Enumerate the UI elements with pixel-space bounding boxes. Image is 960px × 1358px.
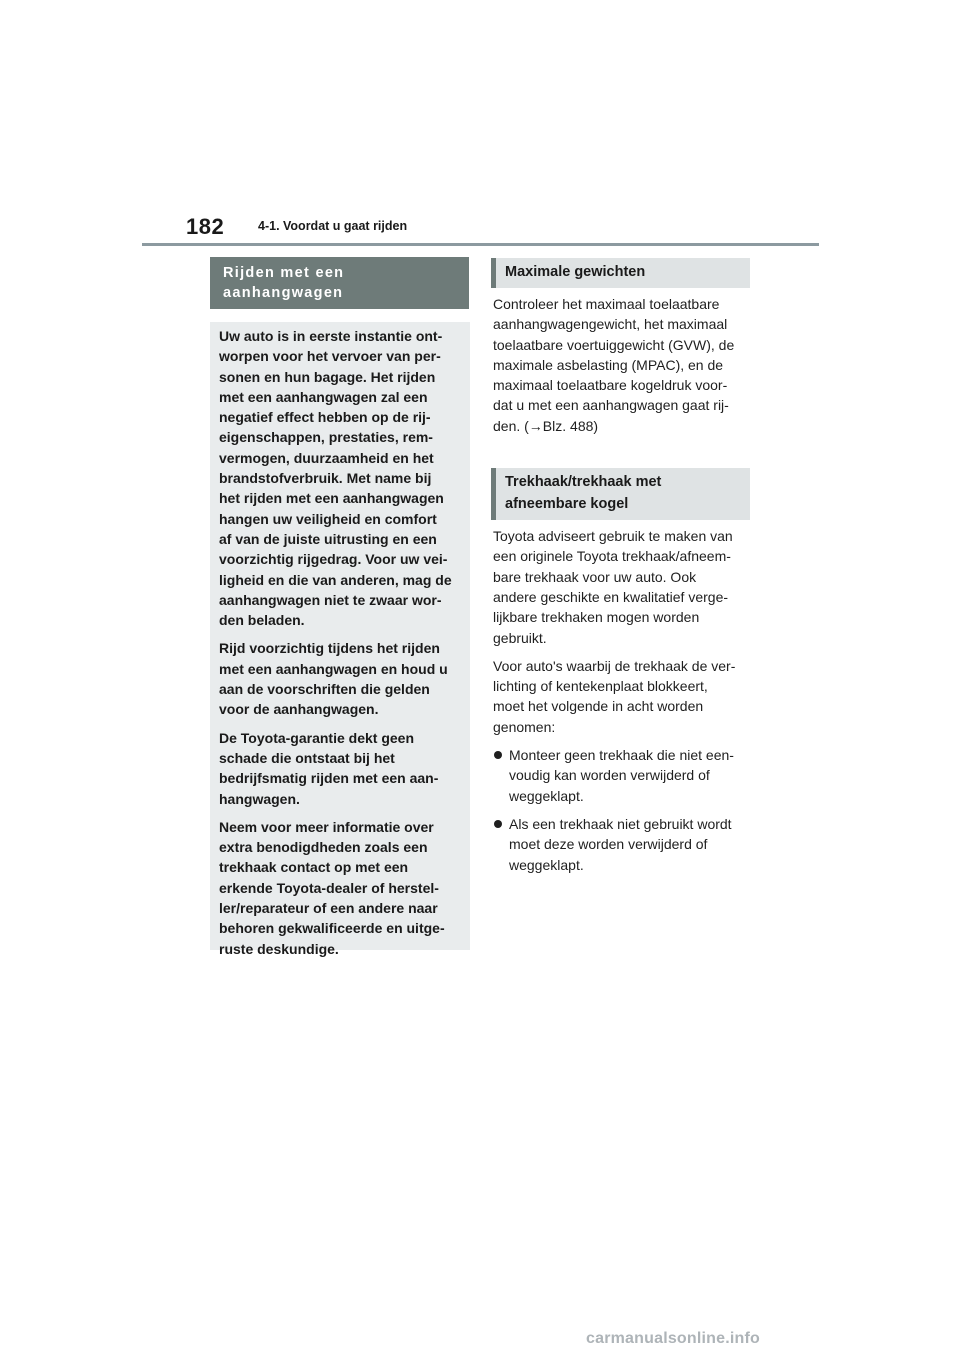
text-line: aanhangwagengewicht, het maximaal (493, 316, 728, 333)
bullet-dot-icon (494, 751, 502, 759)
left-paragraph (219, 817, 462, 959)
text-line: den beladen. (219, 612, 305, 629)
text-line: gebruikt. (493, 629, 547, 646)
text-line: genomen: (493, 718, 556, 735)
text-line: met een aanhangwagen zal een (219, 388, 428, 405)
text-line: het rijden met een aanhangwagen (219, 490, 444, 507)
text-line: aanhangwagen niet te zwaar wor- (219, 591, 442, 608)
text-line: Als een trekhaak niet gebruikt wordt (509, 815, 732, 832)
text-line: Toyota adviseert gebruik te maken van (493, 528, 733, 545)
right-column (491, 258, 750, 883)
text-line: lichting of kentekenplaat blokkeert, (493, 678, 708, 695)
text-line: voor de aanhangwagen. (219, 701, 379, 718)
text-line: erkende Toyota-dealer of herstel- (219, 879, 439, 896)
text-line: Monteer geen trekhaak die niet een- (509, 747, 734, 764)
body-paragraph (493, 656, 750, 737)
text-line: den. (→Blz. 488) (493, 417, 599, 434)
heading-maximale-gewichten: Maximale gewichten (491, 258, 750, 288)
page-number: 182 (186, 214, 225, 239)
text-line: af van de juiste uitrusting en een (219, 530, 437, 547)
max-weights-body (493, 294, 750, 436)
text-line: een originele Toyota trekhaak/afneem- (493, 548, 731, 565)
body-paragraph (493, 526, 750, 648)
text-line: toelaatbare voertuiggewicht (GVW), de (493, 336, 735, 353)
text-line: andere geschikte en kwalitatief verge- (493, 588, 729, 605)
text-line: brandstofverbruik. Met name bij (219, 470, 432, 487)
text-line: Voor auto's waarbij de trekhaak de ver- (493, 657, 736, 674)
text-line: eigenschappen, prestaties, rem- (219, 429, 433, 446)
text-line: trekhaak contact op met een (219, 859, 409, 876)
heading-line: afneembare kogel (505, 496, 629, 513)
bullet-dot-icon (494, 820, 502, 828)
text-line: voorzichtig rijgedrag. Voor uw vei- (219, 551, 448, 568)
bullet-item (493, 814, 750, 875)
text-line: extra benodigdheden zoals een (219, 839, 428, 856)
text-line: hangen uw veiligheid en comfort (219, 510, 437, 527)
text-line: ruste deskundige. (219, 940, 339, 957)
text-line: bedrijfsmatig rijden met een aan- (219, 770, 439, 787)
text-line: aan de voorschriften die gelden (219, 681, 430, 698)
watermark: carmanualsonline.info (586, 1330, 761, 1347)
text-line: behoren gekwalificeerde en uitge- (219, 920, 445, 937)
text-line: ler/reparateur of een andere naar (219, 900, 438, 917)
text-line: maximaal toelaatbare kogeldruk voor- (493, 377, 728, 394)
trekhaak-body (493, 526, 750, 875)
text-line: lijkbare trekhaken mogen worden (493, 609, 700, 626)
text-line: weggeklapt. (509, 787, 584, 804)
text-line: De Toyota-garantie dekt geen (219, 729, 415, 746)
text-line: negatief effect hebben op de rij- (219, 409, 431, 426)
text-line: dat u met een aanhangwagen gaat rij- (493, 397, 729, 414)
text-line: ligheid en die van anderen, mag de (219, 571, 452, 588)
text-line: met een aanhangwagen en houd u (219, 660, 448, 677)
text-line: Neem voor meer informatie over (219, 818, 434, 835)
left-paragraph (219, 728, 462, 809)
header-divider (142, 243, 819, 246)
left-title-line: aanhangwagen (223, 285, 344, 301)
text-line: maximale asbelasting (MPAC), en de (493, 356, 724, 373)
text-line: bare trekhaak voor uw auto. Ook (493, 568, 697, 585)
text-line: Rijd voorzichtig tijdens het rijden (219, 640, 440, 657)
text-line: worpen voor het vervoer van per- (219, 348, 441, 365)
left-paragraph (219, 326, 462, 630)
bullet-item (493, 745, 750, 806)
text-line: Controleer het maximaal toelaatbare (493, 296, 720, 312)
body-paragraph (493, 294, 750, 436)
text-line: weggeklapt. (509, 856, 584, 873)
text-line: hangwagen. (219, 790, 300, 807)
heading-trekhaak (491, 468, 750, 520)
section-reference: 4-1. Voordat u gaat rijden (258, 219, 408, 233)
text-line: schade die ontstaat bij het (219, 749, 395, 766)
left-info-box (210, 322, 470, 957)
heading-line: Trekhaak/trekhaak met (505, 474, 662, 491)
text-line: moet het volgende in acht worden (493, 698, 704, 715)
text-line: vermogen, duurzaamheid en het (219, 449, 434, 466)
left-paragraph (219, 638, 462, 719)
text-line: moet deze worden verwijderd of (509, 836, 708, 853)
text-line: sonen en hun bagage. Het rijden (219, 368, 436, 385)
left-title-line: Rijden met een (223, 265, 345, 281)
text-line: Uw auto is in eerste instantie ont- (219, 328, 443, 344)
text-line: voudig kan worden verwijderd of (509, 767, 710, 784)
left-section-title (210, 257, 469, 309)
